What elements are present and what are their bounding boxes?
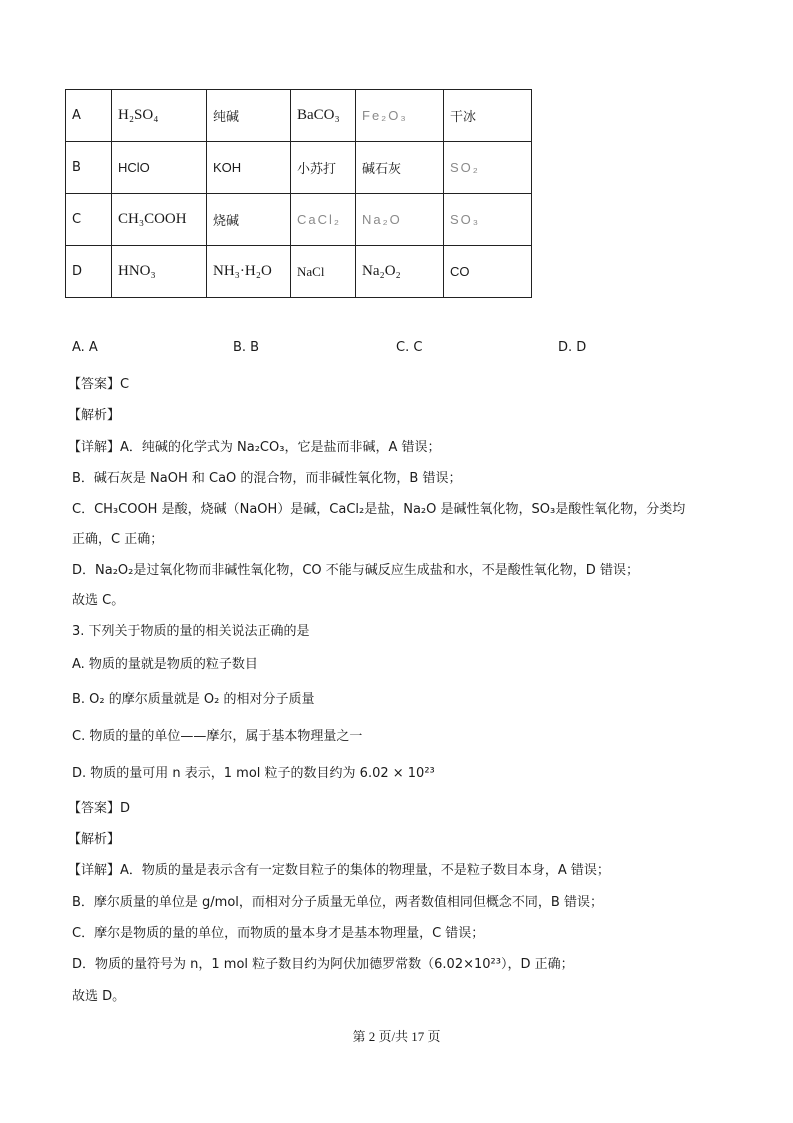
answer-value: D: [120, 801, 131, 816]
q3-answer: [68, 797, 130, 816]
row-label: C: [66, 194, 112, 246]
acid-cell: CH₃COOH: [112, 194, 207, 246]
basic-oxide-cell: Na₂O₂: [356, 246, 444, 298]
q3-option-a: A. 物质的量就是物质的粒子数目: [72, 657, 258, 672]
row-label: A: [66, 90, 112, 142]
table-row: [66, 246, 532, 298]
row-label: D: [66, 246, 112, 298]
basic-oxide-cell: Fe₂O₃: [356, 90, 444, 142]
q3-option-d: D. 物质的量可用 n 表示，1 mol 粒子的数目约为 6.02 × 10²³: [72, 766, 435, 781]
answer-tag: 【答案】: [68, 377, 121, 392]
salt-cell: NaCl: [291, 246, 356, 298]
option-a: A. A: [72, 340, 98, 355]
option-d: D. D: [558, 340, 587, 355]
option-b: B. B: [233, 340, 260, 355]
table-row: [66, 142, 532, 194]
answer-value: C: [120, 377, 130, 392]
q2-detail-line: 正确，C 正确；: [72, 532, 164, 547]
base-cell: 纯碱: [207, 90, 291, 142]
acidic-oxide-cell: CO: [444, 246, 532, 298]
table-row: [66, 90, 532, 142]
salt-cell: 小苏打: [291, 142, 356, 194]
salt-cell: BaCO₃: [291, 90, 356, 142]
q2-analysis-tag: 【解析】: [68, 408, 121, 423]
page-footer: 第 2 页/共 17 页: [352, 1029, 441, 1044]
q3-analysis-tag: 【解析】: [68, 832, 121, 847]
q3-option-c: C. 物质的量的单位——摩尔，属于基本物理量之一: [72, 729, 363, 744]
q2-answer: [68, 373, 129, 392]
row-label: B: [66, 142, 112, 194]
option-c: C. C: [396, 340, 423, 355]
q3-option-b: B. O₂ 的摩尔质量就是 O₂ 的相对分子质量: [72, 692, 315, 707]
q2-detail-line: 【详解】A．纯碱的化学式为 Na₂CO₃，它是盐而非碱，A 错误；: [68, 440, 441, 455]
classification-table: [65, 89, 532, 298]
q3-stem: 3. 下列关于物质的量的相关说法正确的是: [72, 624, 310, 639]
q2-options: [72, 340, 722, 358]
q2-detail-line: D．Na₂O₂是过氧化物而非碱性氧化物，CO 不能与碱反应生成盐和水，不是酸性氧化物，D 错误；: [72, 563, 639, 578]
q3-detail-line: D．物质的量符号为 n，1 mol 粒子数目约为阿伏加德罗常数（6.02×10²³），D 正确；: [72, 957, 574, 972]
q3-detail-line: 【详解】A．物质的量是表示含有一定数目粒子的集体的物理量，不是粒子数目本身，A 错误；: [68, 863, 610, 878]
basic-oxide-cell: 碱石灰: [356, 142, 444, 194]
table-row: [66, 194, 532, 246]
acidic-oxide-cell: 干冰: [444, 90, 532, 142]
acidic-oxide-cell: SO₂: [444, 142, 532, 194]
acid-cell: HClO: [112, 142, 207, 194]
q2-detail-line: B．碱石灰是 NaOH 和 CaO 的混合物，而非碱性氧化物，B 错误；: [72, 471, 462, 486]
answer-tag: 【答案】: [68, 801, 121, 816]
base-cell: KOH: [207, 142, 291, 194]
q2-detail-line: 故选 C。: [72, 593, 125, 608]
base-cell: 烧碱: [207, 194, 291, 246]
acid-cell: HNO₃: [112, 246, 207, 298]
basic-oxide-cell: Na₂O: [356, 194, 444, 246]
q3-detail-line: B．摩尔质量的单位是 g/mol，而相对分子质量无单位，两者数值相同但概念不同，B 错误；: [72, 895, 603, 910]
salt-cell: CaCl₂: [291, 194, 356, 246]
q2-detail-line: C．CH₃COOH 是酸，烧碱（NaOH）是碱，CaCl₂是盐，Na₂O 是碱性氧化物，SO₃是酸性氧化物，分类均: [72, 502, 686, 517]
acidic-oxide-cell: SO₃: [444, 194, 532, 246]
base-cell: NH₃·H₂O: [207, 246, 291, 298]
q3-detail-line: 故选 D。: [72, 989, 126, 1004]
q3-detail-line: C．摩尔是物质的量的单位，而物质的量本身才是基本物理量，C 错误；: [72, 926, 485, 941]
acid-cell: H₂SO₄: [112, 90, 207, 142]
